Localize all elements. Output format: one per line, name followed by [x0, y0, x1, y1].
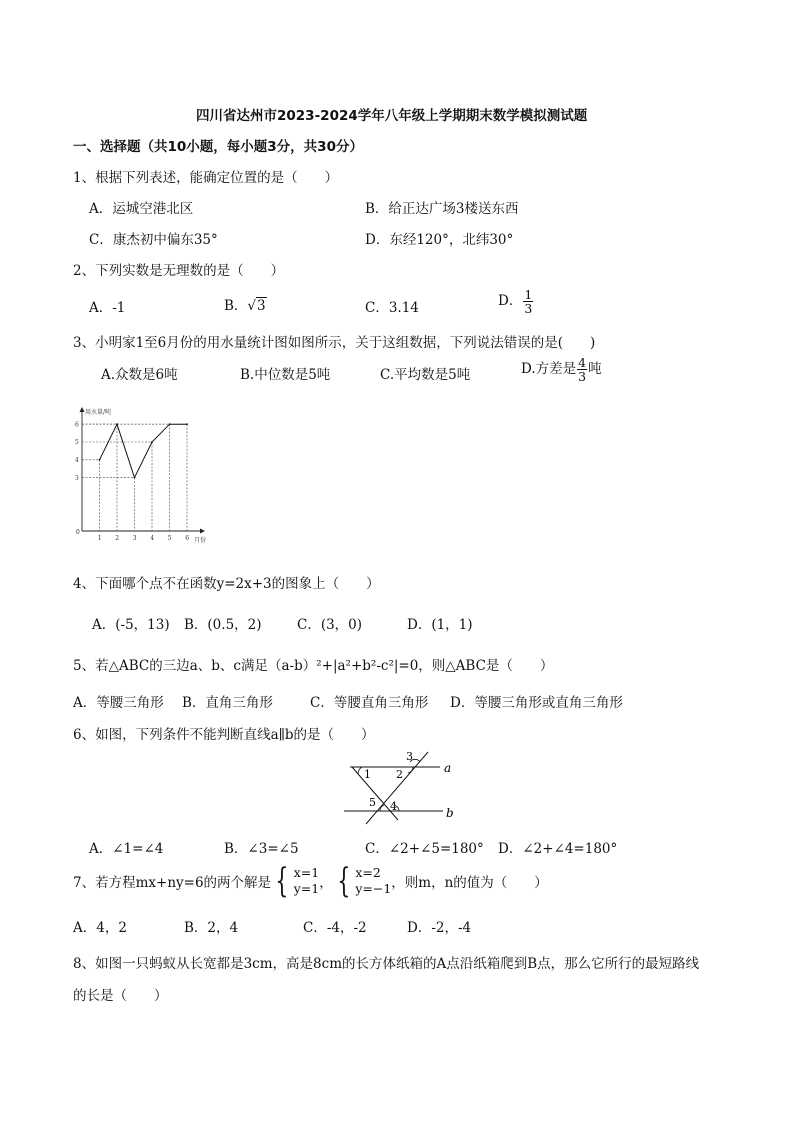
series-line	[100, 424, 188, 477]
separator: ，	[319, 875, 333, 891]
left-brace-icon: {	[337, 861, 350, 901]
option-b-label: B．	[224, 298, 248, 314]
fraction-numerator: 4	[578, 355, 587, 370]
y-tick-label: 6	[75, 421, 79, 429]
label-angle-4: 4	[390, 800, 397, 813]
angle-1-arc	[358, 767, 362, 774]
parallel-lines-figure	[340, 748, 460, 826]
option-d-label: D．	[498, 293, 523, 310]
question-7-option-c: C．-4，-2	[303, 920, 367, 936]
question-4-option-b: B．(0.5，2)	[184, 617, 262, 633]
question-6-stem: 6、如图，下列条件不能判断直线a∥b的是（ ）	[73, 727, 375, 743]
question-7-option-d: D．-2，-4	[407, 920, 472, 936]
question-7-suffix: ，则m，n的值为（ ）	[391, 875, 548, 891]
system-1-line-2: y=1	[293, 881, 320, 896]
data-point	[99, 459, 101, 461]
question-6-option-d: D．∠2+∠4=180°	[498, 841, 618, 857]
equation-system-2	[333, 861, 392, 901]
data-point	[151, 441, 153, 443]
question-5-option-c: C．等腰直角三角形	[310, 695, 429, 711]
question-5-option-a: A．等腰三角形	[73, 695, 164, 711]
question-5-option-b: B．直角三角形	[182, 695, 273, 711]
equation-system-1	[271, 861, 320, 901]
question-2-option-d	[498, 288, 534, 315]
x-tick-label: 3	[132, 535, 137, 542]
question-6-option-b: B．∠3=∠5	[224, 841, 299, 857]
question-4-stem: 4、下面哪个点不在函数y=2x+3的图象上（ ）	[73, 576, 380, 592]
section-heading: 一、选择题（共10小题，每小题3分，共30分）	[73, 139, 363, 155]
option-d-label: D.方差是	[521, 361, 577, 378]
label-b: b	[446, 806, 454, 820]
y-tick-label: 4	[75, 457, 79, 464]
fraction-denominator: 3	[524, 301, 533, 317]
system-1-lines	[294, 865, 320, 896]
page-title: 四川省达州市2023-2024学年八年级上学期期末数学模拟测试题	[196, 108, 588, 124]
question-4-option-d: D．(1，1)	[407, 617, 473, 633]
question-3-option-a: A.众数是6吨	[101, 367, 178, 383]
x-axis-arrow-icon	[200, 529, 205, 534]
system-1-line-1: x=1	[293, 865, 320, 881]
y-tick-label: 5	[75, 439, 79, 447]
question-8-line-2: 的长是（ ）	[73, 988, 168, 1004]
question-5-option-d: D．等腰三角形或直角三角形	[450, 695, 623, 711]
label-angle-2: 2	[396, 768, 403, 781]
data-point	[116, 423, 118, 425]
label-angle-1: 1	[364, 768, 371, 781]
question-4-option-a: A．(-5，13)	[92, 617, 170, 633]
option-d-unit: 吨	[588, 361, 602, 378]
y-tick-label: 3	[75, 474, 79, 482]
question-6-option-a: A．∠1=∠4	[89, 841, 164, 857]
fraction-numerator: 1	[524, 287, 533, 302]
data-point	[169, 423, 171, 425]
sqrt-expression: √3	[247, 298, 266, 314]
origin-label: 0	[76, 529, 80, 536]
question-7-stem	[73, 861, 548, 901]
question-2-option-b	[224, 294, 267, 314]
question-1-stem: 1、根据下列表述，能确定位置的是（ ）	[73, 170, 339, 186]
question-8-line-1: 8、如图一只蚂蚁从长宽都是3cm，高是8cm的长方体纸箱的A点沿纸箱爬到B点，那么它所行的最短路线	[73, 956, 700, 972]
question-4-option-c: C．(3，0)	[297, 617, 363, 633]
transversal-2	[366, 752, 428, 824]
question-7-prefix: 7、若方程mx+ny=6的两个解是	[73, 875, 272, 891]
data-point	[134, 477, 136, 479]
water-usage-line-chart	[68, 404, 218, 544]
x-axis-label: 月份	[194, 537, 207, 544]
data-point	[186, 423, 188, 425]
system-2-line-1: x=2	[355, 865, 381, 881]
question-3-option-b: B.中位数是5吨	[240, 367, 331, 383]
question-2-option-c: C．3.14	[365, 300, 419, 316]
question-7-option-a: A．4，2	[73, 920, 127, 936]
x-tick-label: 6	[185, 535, 190, 542]
left-brace-icon: {	[275, 861, 289, 901]
x-tick-label: 2	[115, 535, 120, 542]
fraction	[523, 288, 533, 315]
question-2-option-a: A．-1	[89, 300, 126, 316]
question-6-option-c: C．∠2+∠5=180°	[365, 841, 484, 857]
question-3-stem: 3、小明家1至6月份的用水量统计图如图所示，关于这组数据，下列说法错误的是( )	[73, 335, 596, 351]
label-a: a	[444, 761, 452, 775]
question-2-stem: 2、下列实数是无理数的是（ ）	[73, 263, 285, 279]
question-1-option-c: C．康杰初中偏东35°	[89, 232, 218, 248]
y-axis-label: 用水量/吨	[85, 409, 112, 416]
x-tick-label: 1	[97, 535, 102, 542]
angle-2-arc	[408, 767, 413, 773]
question-5-stem: 5、若△ABC的三边a、b、c满足（a-b）²+|a²+b²-c²|=0，则△ABC是（ ）	[73, 658, 554, 674]
label-angle-5: 5	[369, 796, 376, 809]
y-axis-arrow-icon	[80, 407, 85, 412]
fraction-denominator: 3	[578, 369, 587, 385]
question-3-option-d	[521, 356, 602, 383]
system-2-lines	[355, 865, 391, 896]
angle-5-arc	[380, 805, 384, 811]
system-2-line-2: y=−1	[355, 881, 392, 896]
x-tick-label: 4	[150, 535, 155, 542]
x-tick-label: 5	[167, 535, 172, 542]
fraction	[577, 356, 587, 383]
label-angle-3: 3	[406, 750, 413, 763]
question-1-option-b: B．给正达广场3楼送东西	[365, 201, 519, 217]
question-3-option-c: C.平均数是5吨	[380, 367, 471, 383]
question-1-option-a: A．运城空港北区	[89, 201, 194, 217]
question-1-option-d: D．东经120°，北纬30°	[365, 232, 514, 248]
question-7-option-b: B．2，4	[184, 920, 239, 936]
radicand: 3	[257, 298, 266, 314]
